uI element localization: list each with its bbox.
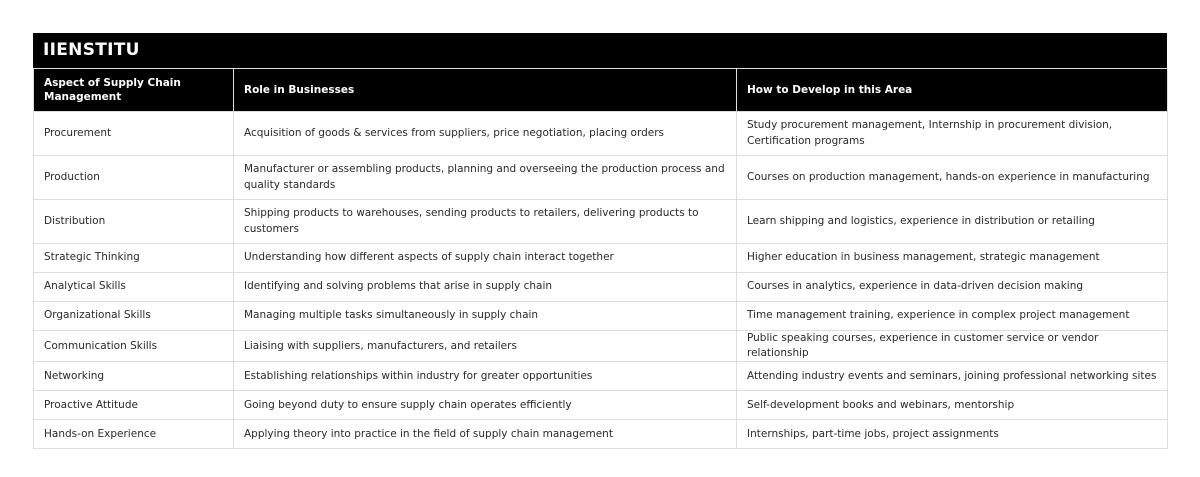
- header-develop: How to Develop in this Area: [737, 69, 1168, 112]
- cell-role: Identifying and solving problems that arise in supply chain: [234, 273, 737, 302]
- table-row: [34, 200, 1168, 244]
- cell-role: Managing multiple tasks simultaneously in supply chain: [234, 302, 737, 331]
- table-row: [34, 362, 1168, 391]
- table-row: [34, 156, 1168, 200]
- cell-develop: Self-development books and webinars, mentorship: [737, 391, 1168, 420]
- table-row: [34, 273, 1168, 302]
- cell-develop: Study procurement management, Internship in procurement division, Certification programs: [737, 112, 1168, 156]
- table-row: [34, 112, 1168, 156]
- cell-aspect: Communication Skills: [34, 331, 234, 362]
- cell-aspect: Procurement: [34, 112, 234, 156]
- supply-chain-table: [33, 68, 1168, 449]
- cell-role: Understanding how different aspects of supply chain interact together: [234, 244, 737, 273]
- cell-role: Establishing relationships within industry for greater opportunities: [234, 362, 737, 391]
- table-container: [33, 33, 1167, 449]
- cell-develop: Learn shipping and logistics, experience in distribution or retailing: [737, 200, 1168, 244]
- header-aspect: Aspect of Supply Chain Management: [34, 69, 234, 112]
- cell-develop: Courses in analytics, experience in data-driven decision making: [737, 273, 1168, 302]
- table-row: [34, 302, 1168, 331]
- cell-develop: Higher education in business management, strategic management: [737, 244, 1168, 273]
- cell-role: Liaising with suppliers, manufacturers, and retailers: [234, 331, 737, 362]
- cell-role: Going beyond duty to ensure supply chain operates efficiently: [234, 391, 737, 420]
- cell-aspect: Production: [34, 156, 234, 200]
- cell-role: Applying theory into practice in the field of supply chain management: [234, 420, 737, 449]
- cell-aspect: Hands-on Experience: [34, 420, 234, 449]
- brand-title: IIENSTITU: [33, 33, 1167, 68]
- table-header-row: [34, 69, 1168, 112]
- cell-role: Shipping products to warehouses, sending products to retailers, delivering products to customers: [234, 200, 737, 244]
- header-role: Role in Businesses: [234, 69, 737, 112]
- table-row: [34, 331, 1168, 362]
- table-row: [34, 244, 1168, 273]
- cell-aspect: Strategic Thinking: [34, 244, 234, 273]
- cell-aspect: Analytical Skills: [34, 273, 234, 302]
- cell-aspect: Proactive Attitude: [34, 391, 234, 420]
- cell-develop: Attending industry events and seminars, joining professional networking sites: [737, 362, 1168, 391]
- cell-role: Acquisition of goods & services from suppliers, price negotiation, placing orders: [234, 112, 737, 156]
- cell-develop: Internships, part-time jobs, project assignments: [737, 420, 1168, 449]
- cell-aspect: Organizational Skills: [34, 302, 234, 331]
- table-row: [34, 391, 1168, 420]
- cell-develop: Time management training, experience in complex project management: [737, 302, 1168, 331]
- cell-aspect: Networking: [34, 362, 234, 391]
- cell-aspect: Distribution: [34, 200, 234, 244]
- table-row: [34, 420, 1168, 449]
- cell-develop: Public speaking courses, experience in customer service or vendor relationship: [737, 331, 1168, 362]
- cell-develop: Courses on production management, hands-on experience in manufacturing: [737, 156, 1168, 200]
- cell-role: Manufacturer or assembling products, planning and overseeing the production process and quality standards: [234, 156, 737, 200]
